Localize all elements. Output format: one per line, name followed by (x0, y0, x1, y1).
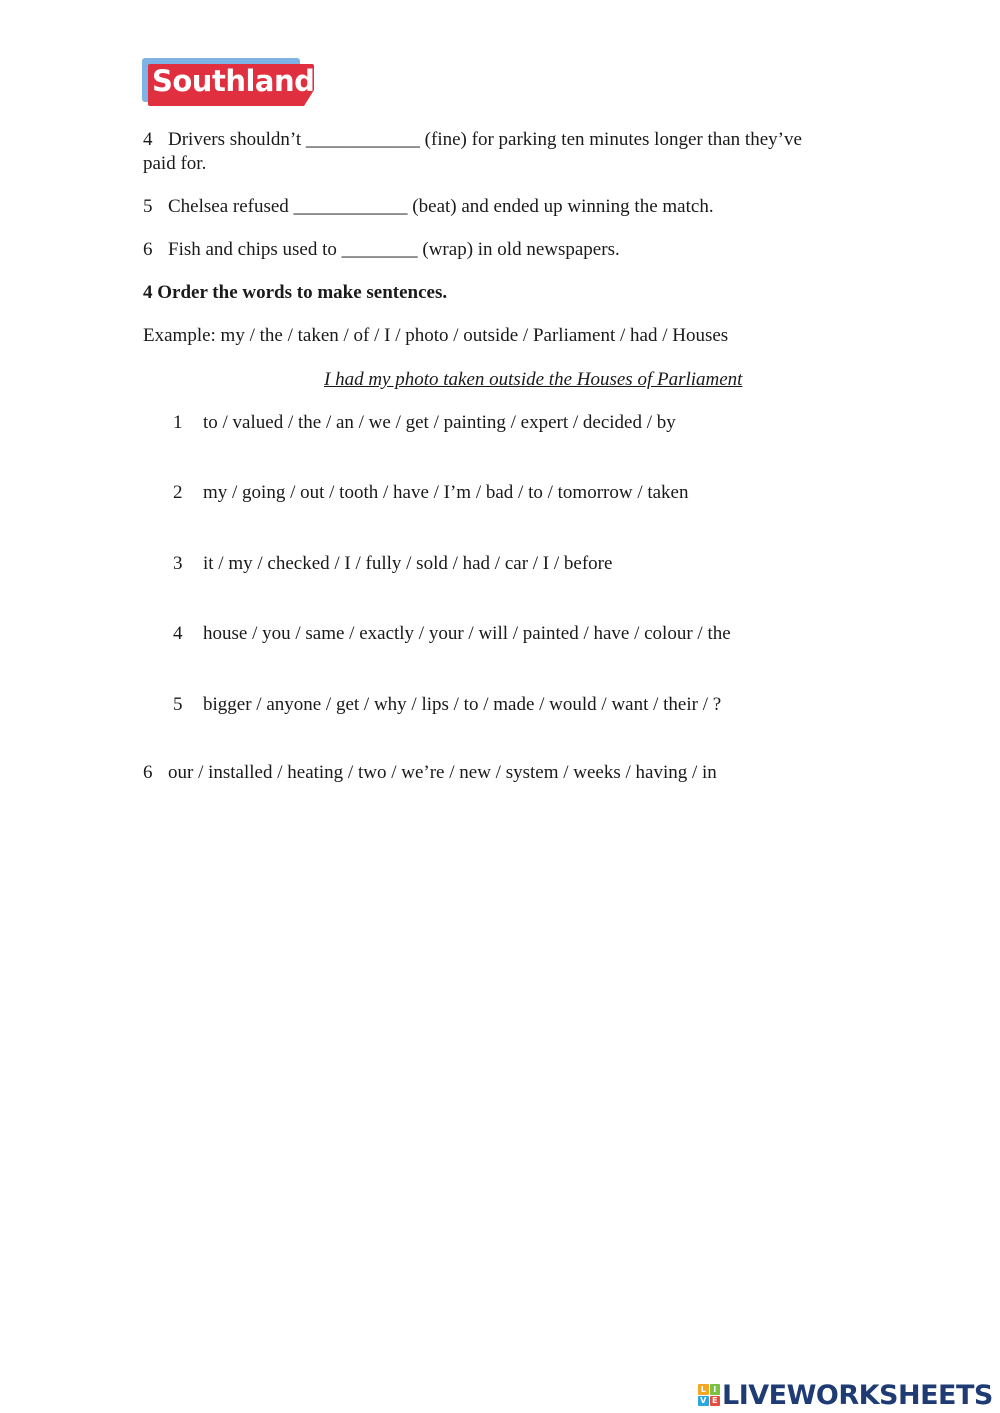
item-text: Chelsea refused ____________ (beat) and ended up winning the match. (168, 196, 714, 217)
liveworksheets-brand[interactable] (698, 1378, 993, 1412)
mark-letter: E (710, 1396, 721, 1407)
gap-item-4 (143, 128, 802, 152)
item-number: 4 (173, 623, 183, 644)
liveworksheets-logo-icon (698, 1384, 720, 1406)
item-text: house / you / same / exactly / your / will / painted / have / colour / the (203, 623, 731, 644)
example-answer: I had my photo taken outside the Houses of Parliament (324, 369, 743, 390)
item-number: 3 (173, 553, 183, 574)
order-item-6 (143, 761, 717, 785)
item-text: Drivers shouldn’t ____________ (fine) for parking ten minutes longer than they’ve (168, 129, 802, 150)
item-text: to / valued / the / an / we / get / painting / expert / decided / by (203, 412, 676, 433)
example-line: Example: my / the / taken / of / I / photo / outside / Parliament / had / Houses (143, 325, 729, 346)
item-number: 5 (143, 196, 153, 217)
mark-letter: V (698, 1396, 709, 1407)
order-item-4 (173, 622, 731, 646)
order-item-5 (173, 693, 721, 717)
item-number: 5 (173, 694, 183, 715)
item-text: Fish and chips used to ________ (wrap) in old newspapers. (168, 239, 620, 260)
order-item-1 (173, 411, 676, 435)
order-item-3 (173, 552, 612, 576)
exercise-heading: 4 Order the words to make sentences. (143, 282, 448, 303)
gap-item-5 (143, 195, 714, 219)
mark-letter: L (698, 1384, 709, 1395)
item-number: 6 (143, 239, 153, 260)
item-text: our / installed / heating / two / we’re / new / system / weeks / having / in (168, 762, 717, 783)
item-text: it / my / checked / I / fully / sold / had / car / I / before (203, 553, 613, 574)
logo-text: Southland (152, 64, 315, 98)
mark-letter: I (710, 1384, 721, 1395)
item-number: 1 (173, 412, 183, 433)
brand-name: LIVEWORKSHEETS (722, 1379, 993, 1411)
item-text: my / going / out / tooth / have / I’m / bad / to / tomorrow / taken (203, 482, 689, 503)
southland-logo (142, 58, 314, 106)
item-number: 6 (143, 762, 153, 783)
item-number: 2 (173, 482, 183, 503)
item-text: bigger / anyone / get / why / lips / to / made / would / want / their / ? (203, 694, 722, 715)
order-item-2 (173, 481, 689, 505)
item-number: 4 (143, 129, 153, 150)
gap-item-4-continued: paid for. (143, 153, 207, 174)
gap-item-6 (143, 238, 620, 262)
